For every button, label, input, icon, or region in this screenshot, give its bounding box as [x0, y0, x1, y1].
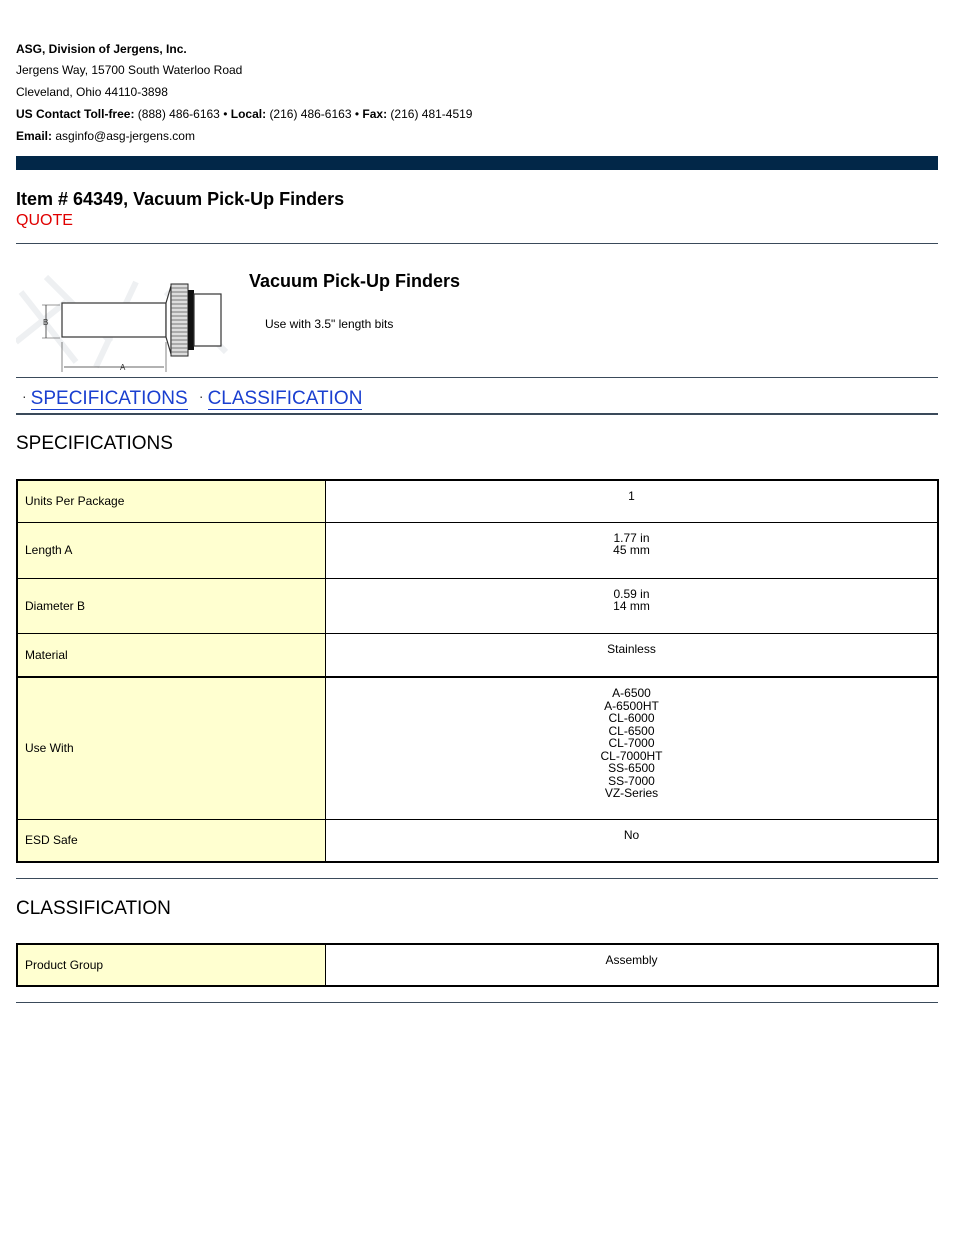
classification-value-line: Assembly: [605, 953, 658, 967]
product-image: [16, 272, 234, 372]
classification-label: Product Group: [17, 944, 326, 986]
divider: [16, 413, 938, 415]
address-line-2: Cleveland, Ohio 44110-3898: [16, 85, 168, 99]
spec-value-line: CL-6000: [608, 711, 655, 725]
spec-label: ESD Safe: [17, 819, 326, 862]
quote-link[interactable]: QUOTE: [16, 212, 73, 229]
dimension-a-label: A: [120, 363, 126, 372]
fax-number: (216) 481-4519: [390, 107, 473, 121]
classification-table: [16, 943, 939, 987]
spec-value-line: 14 mm: [613, 599, 650, 613]
email-address: asginfo@asg-jergens.com: [55, 129, 195, 143]
tollfree-number: (888) 486-6163: [137, 107, 220, 121]
nav-classification-link[interactable]: CLASSIFICATION: [207, 388, 363, 409]
spec-value-line: A-6500HT: [604, 698, 659, 713]
local-number: (216) 486-6163: [269, 107, 352, 121]
spec-value-line: SS-6500: [608, 761, 655, 775]
spec-value-line: 45 mm: [613, 543, 650, 557]
company-name: ASG, Division of Jergens, Inc.: [16, 42, 187, 56]
spec-label: Length A: [17, 522, 326, 578]
fax-label: Fax:: [362, 107, 388, 121]
separator: •: [223, 107, 228, 121]
divider: [16, 1002, 938, 1003]
table-row: [17, 819, 938, 862]
phone-line: [16, 107, 472, 121]
spec-value: [326, 677, 939, 819]
item-title: Item # 64349, Vacuum Pick-Up Finders: [16, 189, 345, 209]
spec-value: [326, 578, 939, 633]
classification-heading: CLASSIFICATION: [16, 898, 171, 919]
spec-label: Material: [17, 633, 326, 677]
divider: [16, 377, 938, 378]
product-description: Use with 3.5" length bits: [265, 317, 394, 331]
nav-bullet: ·: [22, 388, 27, 404]
table-row: [17, 522, 938, 578]
table-row: [17, 480, 938, 522]
specifications-heading: SPECIFICATIONS: [16, 433, 173, 454]
divider: [16, 243, 938, 244]
spec-label: Use With: [17, 677, 326, 819]
specifications-table: [16, 479, 939, 863]
spec-value-line: CL-7000HT: [600, 748, 663, 763]
table-row: [17, 633, 938, 677]
spec-value-line: CL-6500: [608, 723, 655, 738]
product-name: Vacuum Pick-Up Finders: [249, 271, 461, 291]
separator: •: [354, 107, 360, 121]
spec-value: [326, 522, 939, 578]
local-label: Local:: [230, 107, 267, 121]
spec-value-line: No: [623, 827, 640, 842]
spec-value: [326, 633, 939, 677]
section-nav: [16, 384, 362, 411]
nav-specifications-link[interactable]: SPECIFICATIONS: [30, 388, 188, 409]
spec-label: Units Per Package: [17, 480, 326, 522]
email-line: [16, 129, 195, 143]
table-row: [17, 578, 938, 633]
spec-value-line: VZ-Series: [604, 786, 659, 800]
nav-bullet: ·: [198, 388, 204, 404]
spec-value-line: 1.77 in: [613, 530, 650, 545]
spec-value-line: 0.59 in: [613, 586, 650, 601]
classification-value: [326, 944, 939, 986]
spec-value-line: A-6500: [612, 686, 651, 700]
spec-value-line: SS-7000: [608, 773, 655, 788]
spec-label: Diameter B: [17, 578, 326, 633]
tollfree-label: US Contact Toll-free:: [16, 107, 135, 121]
table-row: [17, 944, 938, 986]
address-line-1: Jergens Way, 15700 South Waterloo Road: [16, 63, 243, 77]
header-band: [16, 156, 938, 170]
divider: [16, 878, 938, 879]
dimension-b-label: B: [43, 318, 49, 327]
spec-value-line: Stainless: [607, 641, 656, 656]
spec-value-line: CL-7000: [608, 736, 655, 750]
spec-value: [326, 480, 939, 522]
email-label: Email:: [16, 129, 53, 143]
table-row: [17, 677, 938, 819]
spec-value: [326, 819, 939, 862]
spec-value-line: 1: [628, 489, 635, 503]
